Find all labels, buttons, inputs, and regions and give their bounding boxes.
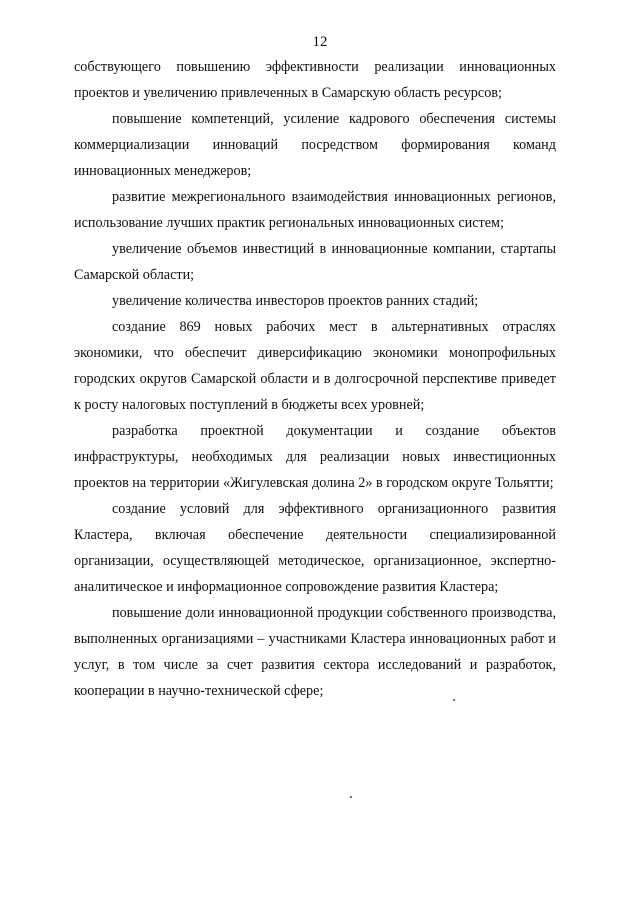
page-number: 12 [312, 34, 328, 50]
paragraph-interregional: развитие межрегионального взаимодействия инновационных регионов, использование лучших практик региональных инновационных систем; [74, 189, 556, 231]
paragraph-innovative-products: повышение доли инновационной продукции собственного производства, выполненных организациями – участниками Кластера инновационных работ и услуг, в том числе за счет развития сектора исследований и разработок, кооперации в научно-технической сфере; [74, 605, 556, 699]
paragraph-infrastructure: разработка проектной документации и создание объектов инфраструктуры, необходимых для реализации новых инвестиционных проектов на территории «Жигулевская долина 2» в городском округе Тольятти; [74, 423, 556, 491]
paragraph-jobs: создание 869 новых рабочих мест в альтернативных отраслях экономики, что обеспечит диверсификацию экономики монопрофильных городских округов Самарской области и в долгосрочной перспективе приведет к росту налоговых поступлений в бюджеты всех уровней; [74, 319, 556, 413]
scan-speck [453, 699, 455, 701]
document-body [74, 54, 556, 704]
paragraph-cluster-conditions: создание условий для эффективного организационного развития Кластера, включая обеспечение деятельности специализированной организации, осуществляющей методическое, организационное, экспертно-аналитическое и информационное сопровождение развития Кластера; [74, 501, 556, 595]
scan-speck [350, 796, 352, 798]
paragraph-continuation: собствующего повышению эффективности реализации инновационных проектов и увеличению привлеченных в Самарскую область ресурсов; [74, 59, 556, 101]
paragraph-investments: увеличение объемов инвестиций в инновационные компании, стартапы Самарской области; [74, 241, 556, 283]
paragraph-investors: увеличение количества инвесторов проектов ранних стадий; [112, 293, 479, 309]
paragraph-competencies: повышение компетенций, усиление кадрового обеспечения системы коммерциализации инноваций посредством формирования команд инновационных менеджеров; [74, 111, 556, 179]
